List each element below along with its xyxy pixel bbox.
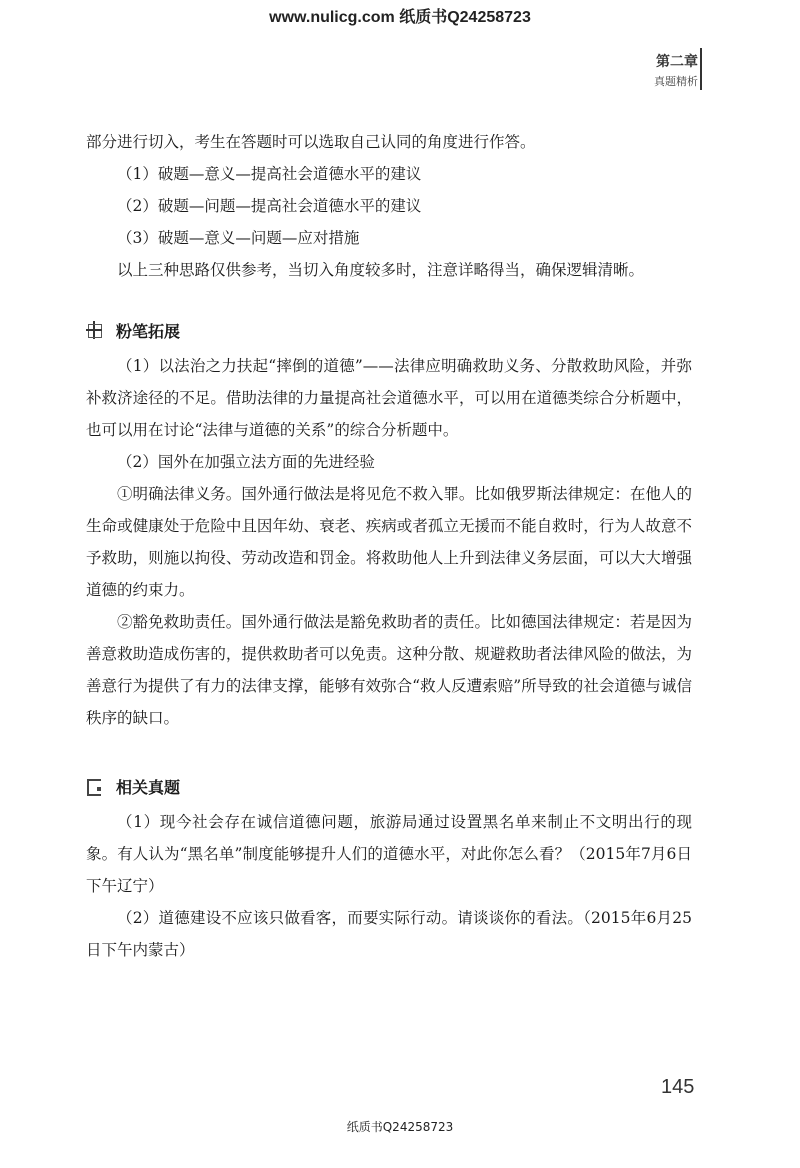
book-icon <box>86 777 102 795</box>
intro-option-3: （3）破题—意义—问题—应对措施 <box>117 229 360 247</box>
related-question-1: （1）现今社会存在诚信道德问题，旅游局通过设置黑名单来制止不文明出行的现象。有人认为“黑名单”制度能够提升人们的道德水平，对此你怎么看？（2015年7月6日下午辽宁） <box>86 813 692 895</box>
related-question-2: （2）道德建设不应该只做看客，而要实际行动。请谈谈你的看法。（2015年6月25日下午内蒙古） <box>86 909 692 959</box>
bottom-watermark: 纸质书Q24258723 <box>346 1120 454 1134</box>
section-title-extension <box>86 314 692 346</box>
extension-paragraph-1: （1）以法治之力扶起“摔倒的道德”——法律应明确救助义务、分散救助风险，并弥补救济途径的不足。借助法律的力量提高社会道德水平，可以用在道德类综合分析题中，也可以用在讨论“法律与道德的关系”的综合分析题中。 <box>86 357 692 439</box>
page-number: 145 <box>661 1076 695 1098</box>
intro-option-2: （2）破题—问题—提高社会道德水平的建议 <box>117 197 422 215</box>
extension-paragraph-4: ②豁免救助责任。国外通行做法是豁免救助者的责任。比如德国法律规定：若是因为善意救助造成伤害的，提供救助者可以免责。这种分散、规避救助者法律风险的做法，为善意行为提供了有力的法律支撑，能够有效弥合“救人反遭索赔”所导致的社会道德与诚信秩序的缺口。 <box>86 613 692 727</box>
page-body <box>86 126 692 966</box>
extension-paragraph-3: ①明确法律义务。国外通行做法是将见危不救入罪。比如俄罗斯法律规定：在他人的生命或健康处于危险中且因年幼、衰老、疾病或者孤立无援而不能自救时，行为人故意不予救助，则施以拘役、劳动改造和罚金。将救助他人上升到法律义务层面，可以大大增强道德的约束力。 <box>86 485 692 599</box>
running-head <box>654 50 698 92</box>
intro-note: 以上三种思路仅供参考，当切入角度较多时，注意详略得当，确保逻辑清晰。 <box>117 261 645 279</box>
extension-paragraph-2: （2）国外在加强立法方面的先进经验 <box>117 453 375 471</box>
intro-option-1: （1）破题—意义—提高社会道德水平的建议 <box>117 165 422 183</box>
running-head-divider <box>700 48 702 90</box>
section-title-related <box>86 770 692 802</box>
section-title-text: 粉笔拓展 <box>116 323 181 341</box>
grid-icon <box>86 321 102 339</box>
top-watermark: www.nulicg.com 纸质书Q24258723 <box>269 9 531 26</box>
intro-paragraph: 部分进行切入，考生在答题时可以选取自己认同的角度进行作答。 <box>86 133 536 151</box>
chapter-subtitle: 真题精析 <box>654 76 698 88</box>
section-title-text: 相关真题 <box>116 779 181 797</box>
chapter-label: 第二章 <box>656 53 698 69</box>
